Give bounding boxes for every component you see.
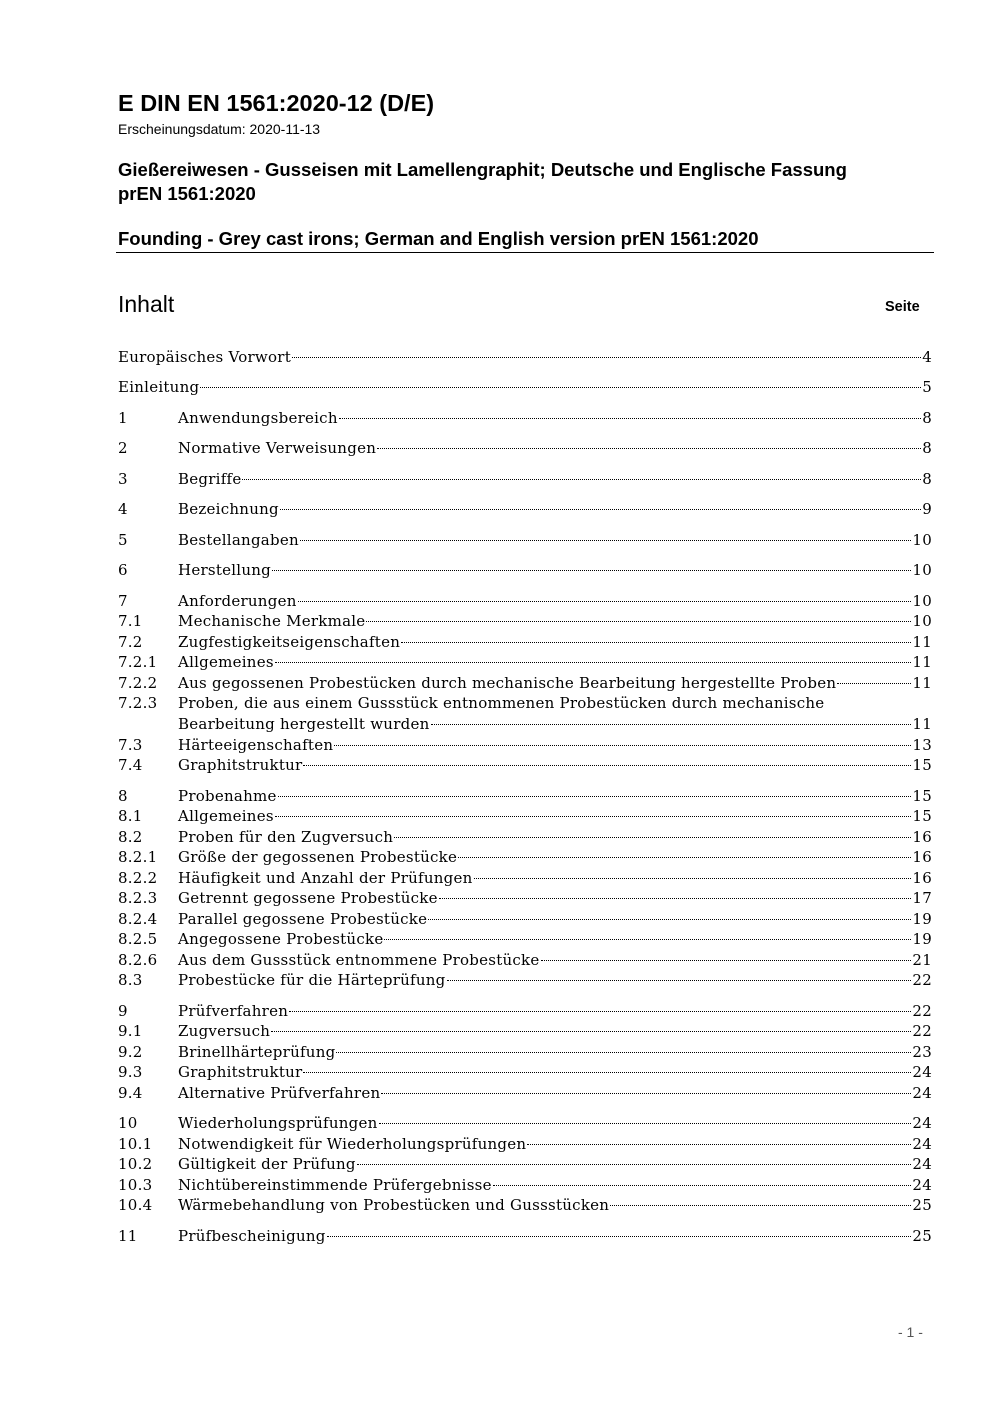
toc-entry-number: 9.1: [118, 1022, 143, 1040]
toc-entry-number: 3: [118, 470, 128, 488]
title-german-line-1: Gießereiwesen - Gusseisen mit Lamellengraphit; Deutsche und Englische Fassung: [118, 159, 847, 180]
toc-entry[interactable]: [118, 910, 932, 930]
toc-leader-dots: [428, 919, 911, 920]
toc-entry[interactable]: [118, 470, 932, 490]
toc-leader-dots: [271, 1031, 911, 1032]
toc-entry-title: Bezeichnung: [178, 500, 279, 518]
toc-entry-page: 15: [912, 787, 932, 805]
toc-entry-number: 5: [118, 531, 128, 549]
toc-entry[interactable]: [118, 1084, 932, 1104]
toc-entry-page: 8: [922, 470, 932, 488]
toc-entry-number: 7.1: [118, 612, 143, 630]
toc-entry[interactable]: [118, 1022, 932, 1042]
toc-entry-line: [178, 409, 932, 427]
toc-entry-page: 16: [912, 828, 932, 846]
toc-entry-title: Allgemeines: [178, 653, 274, 671]
toc-entry-page: 10: [912, 592, 932, 610]
toc-entry[interactable]: [118, 869, 932, 889]
toc-entry-number: 10.3: [118, 1176, 153, 1194]
toc-entry-line: [178, 674, 932, 692]
toc-entry-title: Aus gegossenen Probestücken durch mechanische Bearbeitung hergestellte Proben: [178, 674, 837, 692]
toc-entry-title: Probestücke für die Härteprüfung: [178, 971, 446, 989]
toc-entry-line: [178, 439, 932, 457]
toc-entry-page: 13: [912, 736, 932, 754]
toc-leader-dots: [280, 509, 921, 510]
toc-leader-dots: [431, 724, 912, 725]
toc-entry-number: 1: [118, 409, 128, 427]
toc-entry-title: Härteeigenschaften: [178, 736, 334, 754]
toc-entry[interactable]: [118, 633, 932, 653]
toc-leader-dots: [275, 662, 912, 663]
toc-entry-number: 8.3: [118, 971, 143, 989]
toc-entry-title: Aus dem Gussstück entnommene Probestücke: [178, 951, 540, 969]
toc-entry-title: Parallel gegossene Probestücke: [178, 910, 428, 928]
toc-entry-line: [178, 889, 932, 907]
toc-entry-line: [178, 715, 932, 733]
toc-entry-title: Normative Verweisungen: [178, 439, 377, 457]
toc-entry-page: 8: [922, 439, 932, 457]
toc-entry[interactable]: [118, 1196, 932, 1216]
toc-entry-number: 7.2: [118, 633, 143, 651]
toc-leader-dots: [289, 1011, 911, 1012]
toc-entry-title: Getrennt gegossene Probestücke: [178, 889, 438, 907]
toc-entry[interactable]: [118, 1155, 932, 1175]
toc-entry[interactable]: [118, 439, 932, 459]
toc-entry-page: 15: [912, 807, 932, 825]
toc-entry[interactable]: [118, 787, 932, 807]
toc-entry-page: 24: [912, 1135, 932, 1153]
toc-entry-line: [178, 756, 932, 774]
toc-leader-dots: [610, 1205, 911, 1206]
toc-leader-dots: [439, 898, 912, 899]
toc-leader-dots: [327, 1236, 912, 1237]
toc-entry-line: [178, 971, 932, 989]
toc-entry-page: 10: [912, 561, 932, 579]
toc-entry-number: 8.2.5: [118, 930, 158, 948]
toc-entry-continuation[interactable]: [118, 715, 932, 735]
toc-entry-title: Angegossene Probestücke: [178, 930, 384, 948]
toc-entry-number: 10.4: [118, 1196, 153, 1214]
toc-entry[interactable]: [118, 653, 932, 673]
toc-entry-number: 7.2.1: [118, 653, 158, 671]
toc-entry-line: [118, 348, 932, 366]
toc-entry-line: [178, 1155, 932, 1173]
toc-entry-line: [178, 653, 932, 671]
toc-entry-page: 11: [912, 653, 932, 671]
toc-entry-page: 16: [912, 869, 932, 887]
toc-entry-page: 11: [912, 715, 932, 733]
toc-entry-page: 24: [912, 1084, 932, 1102]
toc-leader-dots: [339, 418, 921, 419]
toc-entry-page: 5: [922, 378, 932, 396]
toc-leader-dots: [527, 1144, 911, 1145]
toc-entry[interactable]: [118, 828, 932, 848]
toc-entry[interactable]: [118, 1043, 932, 1063]
toc-leader-dots: [278, 796, 912, 797]
toc-entry-title: Anforderungen: [178, 592, 297, 610]
toc-entry-page: 9: [922, 500, 932, 518]
toc-leader-dots: [474, 878, 912, 879]
toc-entry-line: [178, 1022, 932, 1040]
toc-entry-line: [178, 1063, 932, 1081]
toc-entry-title: Mechanische Merkmale: [178, 612, 366, 630]
toc-entry-number: 8.2.1: [118, 848, 158, 866]
toc-leader-dots: [303, 1072, 911, 1073]
toc-entry[interactable]: [118, 1135, 932, 1155]
toc-entry-title-continuation: Bearbeitung hergestellt wurden: [178, 715, 430, 733]
toc-entry-title: Nichtübereinstimmende Prüfergebnisse: [178, 1176, 492, 1194]
toc-entry-page: 11: [912, 633, 932, 651]
toc-entry[interactable]: [118, 348, 932, 368]
toc-entry-number: 8.2.3: [118, 889, 158, 907]
toc-entry-line: [178, 869, 932, 887]
toc-entry-title: Prüfbescheinigung: [178, 1227, 326, 1245]
toc-entry-line: [178, 828, 932, 846]
toc-leader-dots: [300, 540, 912, 541]
toc-entry-line: [178, 930, 932, 948]
toc-entry-number: 9.4: [118, 1084, 143, 1102]
toc-entry-title: Proben für den Zugversuch: [178, 828, 394, 846]
publication-date: Erscheinungsdatum: 2020-11-13: [118, 121, 321, 137]
toc-entry-number: 2: [118, 439, 128, 457]
toc-entry-page: 10: [912, 531, 932, 549]
toc-entry-number: 7: [118, 592, 128, 610]
title-german-line-2: prEN 1561:2020: [118, 183, 256, 204]
title-english: Founding - Grey cast irons; German and English version prEN 1561:2020: [118, 228, 759, 249]
toc-entry[interactable]: [118, 756, 932, 776]
toc-entry-title: Begriffe: [178, 470, 242, 488]
toc-entry-line: [178, 592, 932, 610]
footer-page-number: - 1 -: [898, 1324, 923, 1340]
toc-entry-title: Einleitung: [118, 378, 200, 396]
toc-entry-number: 4: [118, 500, 128, 518]
toc-leader-dots: [381, 1093, 911, 1094]
toc-entry-title: Alternative Prüfverfahren: [178, 1084, 381, 1102]
toc-entry[interactable]: [118, 1063, 932, 1083]
toc-entry-line: [178, 633, 932, 651]
title-german: [118, 158, 847, 206]
toc-entry-title: Allgemeines: [178, 807, 274, 825]
toc-entry-title: Herstellung: [178, 561, 271, 579]
toc-entry-number: 8.2.6: [118, 951, 158, 969]
toc-entry-page: 24: [912, 1155, 932, 1173]
toc-entry-title: Wiederholungsprüfungen: [178, 1114, 378, 1132]
toc-leader-dots: [200, 387, 921, 388]
toc-entry-title: Brinellhärteprüfung: [178, 1043, 336, 1061]
toc-entry-number: 11: [118, 1227, 138, 1245]
toc-entry-title: Graphitstruktur: [178, 1063, 303, 1081]
toc-entry-title: Europäisches Vorwort: [118, 348, 291, 366]
toc-entry-page: 24: [912, 1114, 932, 1132]
toc-entry-title: Größe der gegossenen Probestücke: [178, 848, 458, 866]
toc-entry[interactable]: [118, 951, 932, 971]
toc-entry-title: Prüfverfahren: [178, 1002, 289, 1020]
toc-entry[interactable]: [118, 612, 932, 632]
toc-leader-dots: [447, 980, 912, 981]
toc-entry-line: [178, 1114, 932, 1132]
toc-entry-page: 23: [912, 1043, 932, 1061]
toc-entry-number: 9.2: [118, 1043, 143, 1061]
toc-entry-page: 15: [912, 756, 932, 774]
toc-entry[interactable]: [118, 848, 932, 868]
document-id: E DIN EN 1561:2020-12 (D/E): [118, 90, 435, 116]
toc-entry-title: Graphitstruktur: [178, 756, 303, 774]
toc-entry-line: [178, 1002, 932, 1020]
toc-leader-dots: [272, 570, 911, 571]
toc-entry-number: 8.1: [118, 807, 143, 825]
toc-entry-title: Probenahme: [178, 787, 277, 805]
toc-entry[interactable]: [118, 694, 932, 714]
toc-leader-dots: [458, 857, 911, 858]
toc-entry-page: 25: [912, 1227, 932, 1245]
toc-entry-page: 8: [922, 409, 932, 427]
toc-entry-line: [178, 787, 932, 805]
toc-entry[interactable]: [118, 592, 932, 612]
toc-entry-line: [178, 1084, 932, 1102]
toc-entry-title: Häufigkeit und Anzahl der Prüfungen: [178, 869, 473, 887]
toc-entry-line: [178, 1043, 932, 1061]
toc-leader-dots: [541, 960, 912, 961]
toc-entry-title: Zugversuch: [178, 1022, 271, 1040]
toc-entry-number: 9: [118, 1002, 128, 1020]
toc-entry-title: Bestellangaben: [178, 531, 299, 549]
toc-leader-dots: [493, 1185, 912, 1186]
toc-entry-number: 6: [118, 561, 128, 579]
toc-entry[interactable]: [118, 971, 932, 991]
toc-leader-dots: [394, 837, 911, 838]
toc-entry-line: [178, 612, 932, 630]
toc-entry-line: [178, 848, 932, 866]
toc-entry-number: 8: [118, 787, 128, 805]
toc-entry-page: 16: [912, 848, 932, 866]
toc-entry-number: 7.2.2: [118, 674, 158, 692]
toc-entry-line: [178, 736, 932, 754]
toc-entry-page: 11: [912, 674, 932, 692]
toc-entry-number: 10: [118, 1114, 138, 1132]
toc-entry[interactable]: [118, 807, 932, 827]
toc-entry[interactable]: [118, 1176, 932, 1196]
toc-entry-page: 21: [912, 951, 932, 969]
toc-leader-dots: [401, 642, 911, 643]
toc-entry[interactable]: [118, 1002, 932, 1022]
toc-entry-page: 22: [912, 1022, 932, 1040]
toc-entry-page: 24: [912, 1176, 932, 1194]
toc-entry[interactable]: [118, 930, 932, 950]
toc-entry-number: 7.2.3: [118, 694, 158, 712]
toc-leader-dots: [298, 601, 912, 602]
toc-entry[interactable]: [118, 561, 932, 581]
toc-entry-page: 19: [912, 930, 932, 948]
toc-entry[interactable]: [118, 674, 932, 694]
toc-entry-title: Proben, die aus einem Gussstück entnommenen Probestücken durch mechanische: [178, 694, 825, 712]
toc-leader-dots: [303, 765, 911, 766]
header-divider: [116, 252, 934, 253]
toc-entry[interactable]: [118, 889, 932, 909]
toc-entry-page: 4: [922, 348, 932, 366]
toc-entry-title: Zugfestigkeitseigenschaften: [178, 633, 401, 651]
toc-leader-dots: [837, 683, 911, 684]
toc-entry-line: [178, 470, 932, 488]
toc-entry-number: 7.3: [118, 736, 143, 754]
toc-entry-page: 25: [912, 1196, 932, 1214]
toc-entry-line: [178, 1227, 932, 1245]
toc-entry-title: Gültigkeit der Prüfung: [178, 1155, 356, 1173]
toc-entry-number: 10.1: [118, 1135, 153, 1153]
toc-entry-number: 8.2.4: [118, 910, 158, 928]
toc-entry[interactable]: [118, 531, 932, 551]
toc-leader-dots: [377, 448, 921, 449]
toc-entry-page: 19: [912, 910, 932, 928]
toc-leader-dots: [292, 357, 921, 358]
toc-entry-number: 8.2: [118, 828, 143, 846]
toc-entry-line: [178, 1196, 932, 1214]
toc-entry-line: [178, 694, 932, 712]
toc-entry-line: [178, 500, 932, 518]
toc-entry-page: 10: [912, 612, 932, 630]
toc-entry-number: 7.4: [118, 756, 143, 774]
toc-heading: Inhalt: [118, 291, 175, 317]
toc-entry[interactable]: [118, 378, 932, 398]
toc-entry-page: 22: [912, 1002, 932, 1020]
toc-entry-line: [178, 1176, 932, 1194]
toc-entry-line: [178, 531, 932, 549]
toc-entry-title: Wärmebehandlung von Probestücken und Gussstücken: [178, 1196, 610, 1214]
toc-entry-number: 9.3: [118, 1063, 143, 1081]
toc-entry[interactable]: [118, 736, 932, 756]
toc-entry-line: [178, 561, 932, 579]
toc-leader-dots: [379, 1123, 912, 1124]
toc-leader-dots: [336, 1052, 911, 1053]
toc-leader-dots: [384, 939, 911, 940]
toc-entry[interactable]: [118, 1227, 932, 1247]
toc-entry-line: [118, 378, 932, 396]
toc-leader-dots: [357, 1164, 912, 1165]
toc-entry-page: 17: [912, 889, 932, 907]
toc-entry-page: 22: [912, 971, 932, 989]
toc-entry-line: [178, 951, 932, 969]
toc-entry[interactable]: [118, 500, 932, 520]
toc-entry-line: [178, 1135, 932, 1153]
toc-entry-number: 10.2: [118, 1155, 153, 1173]
toc-entry-line: [178, 910, 932, 928]
toc-entry-number: 8.2.2: [118, 869, 158, 887]
toc-entry-line: [178, 807, 932, 825]
toc-entry-page: 24: [912, 1063, 932, 1081]
toc-entry[interactable]: [118, 1114, 932, 1134]
toc-leader-dots: [366, 621, 911, 622]
toc-leader-dots: [242, 479, 921, 480]
toc-entry-title: Anwendungsbereich: [178, 409, 338, 427]
toc-page-column-label: Seite: [885, 299, 920, 315]
toc-leader-dots: [275, 816, 912, 817]
toc-entry-title: Notwendigkeit für Wiederholungsprüfungen: [178, 1135, 527, 1153]
toc-entry[interactable]: [118, 409, 932, 429]
toc-leader-dots: [334, 745, 911, 746]
